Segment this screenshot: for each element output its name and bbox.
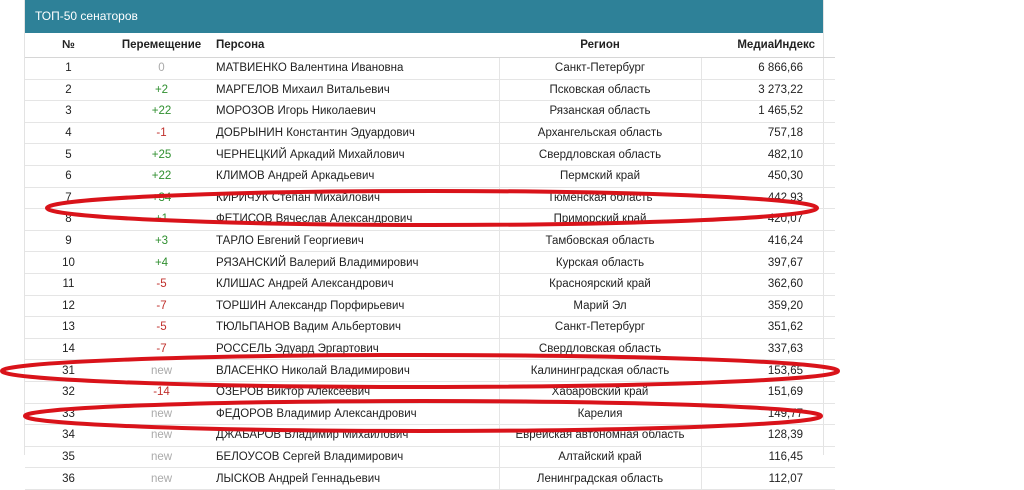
- table-row[interactable]: [25, 165, 835, 187]
- column-header-num[interactable]: №: [25, 33, 112, 58]
- region-cell: Свердловская область: [499, 338, 701, 360]
- movement-cell: +25: [112, 144, 211, 166]
- ranking-table: [25, 33, 835, 490]
- person-cell: ФЕТИСОВ Вячеслав Александрович: [211, 209, 499, 231]
- person-cell: ТОРШИН Александр Порфирьевич: [211, 295, 499, 317]
- person-cell: ДЖАБАРОВ Владимир Михайлович: [211, 425, 499, 447]
- person-cell: ОЗЕРОВ Виктор Алексеевич: [211, 381, 499, 403]
- movement-cell: +22: [112, 101, 211, 123]
- region-cell: Псковская область: [499, 79, 701, 101]
- media-index-cell: 351,62: [701, 317, 835, 339]
- rank-cell: 13: [25, 317, 112, 339]
- movement-cell: -5: [112, 317, 211, 339]
- media-index-cell: 359,20: [701, 295, 835, 317]
- rank-cell: 3: [25, 101, 112, 123]
- rank-cell: 1: [25, 58, 112, 80]
- column-header-index[interactable]: МедиаИндекс: [701, 33, 835, 58]
- person-cell: ЛЫСКОВ Андрей Геннадьевич: [211, 468, 499, 490]
- movement-cell: +1: [112, 209, 211, 231]
- movement-cell: +2: [112, 79, 211, 101]
- person-cell: ДОБРЫНИН Константин Эдуардович: [211, 122, 499, 144]
- movement-cell: new: [112, 403, 211, 425]
- table-row[interactable]: [25, 425, 835, 447]
- media-index-cell: 442,93: [701, 187, 835, 209]
- table-row[interactable]: [25, 446, 835, 468]
- person-cell: МАРГЕЛОВ Михаил Витальевич: [211, 79, 499, 101]
- movement-cell: -5: [112, 273, 211, 295]
- movement-cell: -7: [112, 295, 211, 317]
- media-index-cell: 128,39: [701, 425, 835, 447]
- rank-cell: 10: [25, 252, 112, 274]
- rank-cell: 6: [25, 165, 112, 187]
- table-row[interactable]: [25, 252, 835, 274]
- media-index-cell: 362,60: [701, 273, 835, 295]
- media-index-cell: 337,63: [701, 338, 835, 360]
- table-body: [25, 58, 835, 490]
- left-margin: [0, 0, 24, 455]
- region-cell: Архангельская область: [499, 122, 701, 144]
- table-row[interactable]: [25, 403, 835, 425]
- region-cell: Приморский край: [499, 209, 701, 231]
- region-cell: Красноярский край: [499, 273, 701, 295]
- table-row[interactable]: [25, 338, 835, 360]
- table-row[interactable]: [25, 295, 835, 317]
- movement-cell: -14: [112, 381, 211, 403]
- media-index-cell: 450,30: [701, 165, 835, 187]
- movement-cell: +3: [112, 230, 211, 252]
- region-cell: Тюменская область: [499, 187, 701, 209]
- table-row[interactable]: [25, 79, 835, 101]
- movement-cell: new: [112, 425, 211, 447]
- movement-cell: new: [112, 446, 211, 468]
- column-header-move[interactable]: Перемещение: [112, 33, 211, 58]
- region-cell: Санкт-Петербург: [499, 58, 701, 80]
- table-row[interactable]: [25, 122, 835, 144]
- table-row[interactable]: [25, 317, 835, 339]
- rank-cell: 9: [25, 230, 112, 252]
- person-cell: ЧЕРНЕЦКИЙ Аркадий Михайлович: [211, 144, 499, 166]
- region-cell: Тамбовская область: [499, 230, 701, 252]
- rank-cell: 5: [25, 144, 112, 166]
- movement-cell: +22: [112, 165, 211, 187]
- region-cell: Рязанская область: [499, 101, 701, 123]
- table-row[interactable]: [25, 209, 835, 231]
- media-index-cell: 420,07: [701, 209, 835, 231]
- rank-cell: 7: [25, 187, 112, 209]
- person-cell: БЕЛОУСОВ Сергей Владимирович: [211, 446, 499, 468]
- table-row[interactable]: [25, 468, 835, 490]
- person-cell: ТЮЛЬПАНОВ Вадим Альбертович: [211, 317, 499, 339]
- rank-cell: 2: [25, 79, 112, 101]
- person-cell: КЛИШАС Андрей Александрович: [211, 273, 499, 295]
- region-cell: Марий Эл: [499, 295, 701, 317]
- person-cell: ФЕДОРОВ Владимир Александрович: [211, 403, 499, 425]
- person-cell: КИРИЧУК Степан Михайлович: [211, 187, 499, 209]
- movement-cell: new: [112, 468, 211, 490]
- rank-cell: 31: [25, 360, 112, 382]
- column-header-region[interactable]: Регион: [499, 33, 701, 58]
- table-row[interactable]: [25, 101, 835, 123]
- rank-cell: 4: [25, 122, 112, 144]
- person-cell: ТАРЛО Евгений Георгиевич: [211, 230, 499, 252]
- media-index-cell: 397,67: [701, 252, 835, 274]
- media-index-cell: 116,45: [701, 446, 835, 468]
- region-cell: Еврейская автономная область: [499, 425, 701, 447]
- table-row[interactable]: [25, 230, 835, 252]
- rank-cell: 34: [25, 425, 112, 447]
- region-cell: Пермский край: [499, 165, 701, 187]
- region-cell: Калининградская область: [499, 360, 701, 382]
- rank-cell: 33: [25, 403, 112, 425]
- region-cell: Свердловская область: [499, 144, 701, 166]
- region-cell: Алтайский край: [499, 446, 701, 468]
- person-cell: МАТВИЕНКО Валентина Ивановна: [211, 58, 499, 80]
- rank-cell: 35: [25, 446, 112, 468]
- table-row[interactable]: [25, 360, 835, 382]
- movement-cell: new: [112, 360, 211, 382]
- movement-cell: -1: [112, 122, 211, 144]
- media-index-cell: 6 866,66: [701, 58, 835, 80]
- media-index-cell: 416,24: [701, 230, 835, 252]
- rank-cell: 11: [25, 273, 112, 295]
- media-index-cell: 112,07: [701, 468, 835, 490]
- table-row[interactable]: [25, 187, 835, 209]
- rank-cell: 14: [25, 338, 112, 360]
- table-row[interactable]: [25, 58, 835, 80]
- media-index-cell: 757,18: [701, 122, 835, 144]
- movement-cell: +4: [112, 252, 211, 274]
- person-cell: РЯЗАНСКИЙ Валерий Владимирович: [211, 252, 499, 274]
- media-index-cell: 3 273,22: [701, 79, 835, 101]
- panel-title: ТОП-50 сенаторов: [25, 0, 823, 33]
- movement-cell: 0: [112, 58, 211, 80]
- person-cell: МОРОЗОВ Игорь Николаевич: [211, 101, 499, 123]
- region-cell: Ленинградская область: [499, 468, 701, 490]
- rank-cell: 12: [25, 295, 112, 317]
- rank-cell: 32: [25, 381, 112, 403]
- person-cell: ВЛАСЕНКО Николай Владимирович: [211, 360, 499, 382]
- region-cell: Курская область: [499, 252, 701, 274]
- senators-panel: [24, 0, 824, 485]
- region-cell: Карелия: [499, 403, 701, 425]
- table-row[interactable]: [25, 381, 835, 403]
- movement-cell: -7: [112, 338, 211, 360]
- person-cell: КЛИМОВ Андрей Аркадьевич: [211, 165, 499, 187]
- rank-cell: 36: [25, 468, 112, 490]
- region-cell: Хабаровский край: [499, 381, 701, 403]
- table-row[interactable]: [25, 273, 835, 295]
- rank-cell: 8: [25, 209, 112, 231]
- column-header-person[interactable]: Персона: [211, 33, 499, 58]
- table-header-row: [25, 33, 835, 58]
- movement-cell: +34: [112, 187, 211, 209]
- media-index-cell: 151,69: [701, 381, 835, 403]
- region-cell: Санкт-Петербург: [499, 317, 701, 339]
- person-cell: РОССЕЛЬ Эдуард Эргартович: [211, 338, 499, 360]
- media-index-cell: 149,77: [701, 403, 835, 425]
- media-index-cell: 1 465,52: [701, 101, 835, 123]
- table-row[interactable]: [25, 144, 835, 166]
- media-index-cell: 153,65: [701, 360, 835, 382]
- media-index-cell: 482,10: [701, 144, 835, 166]
